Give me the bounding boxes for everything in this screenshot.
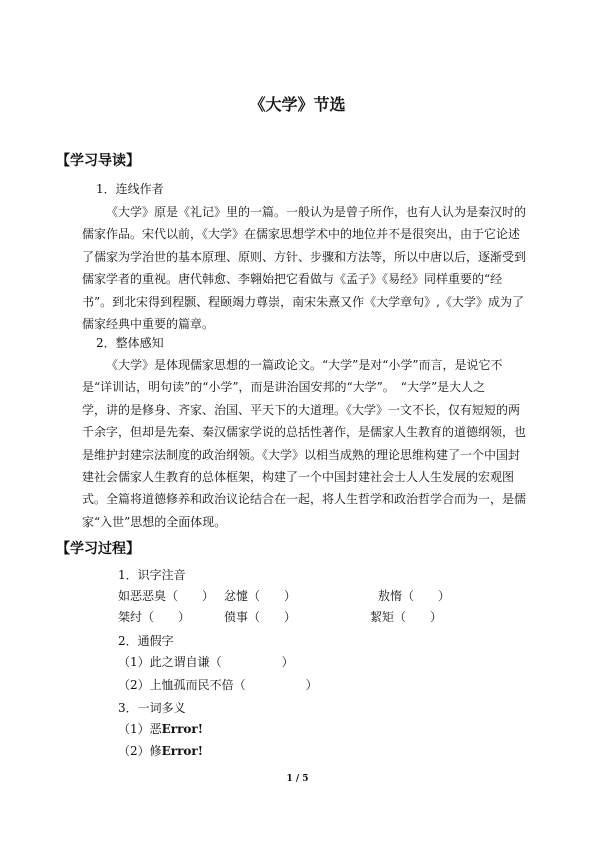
guide-item2-heading: 2．整体感知	[96, 336, 164, 350]
pinyin-item: 偾事（ ）	[224, 610, 297, 624]
page-number: 1 / 5	[286, 774, 309, 784]
paragraph-line: 儒家学者的重视。唐代韩愈、李翱始把它看做与《孟子》《易经》同样重要的“经	[82, 272, 503, 287]
section-heading-process: 【学习过程】	[56, 541, 140, 557]
paragraph-line: 建社会儒家人生教育的总体框架，构建了一个中国封建社会士人人生发展的宏观图	[82, 469, 515, 484]
tongjia-item: （2）上恤孤而民不倍（ ）	[118, 678, 318, 692]
paragraph-line: 千余字，但却是先秦、秦汉儒家学说的总括性著作，是儒家人生教育的道德纲领，也	[82, 425, 527, 440]
paragraph-line: 家“入世”思想的全面体现。	[82, 514, 227, 529]
guide-item1-heading: 1．连线作者	[96, 182, 164, 196]
tongjia-item: （1）此之谓自谦（ ）	[118, 655, 294, 669]
paragraph-line: 是维护封建宗法制度的政治纲领。《大学》以相当成熟的理论思维构建了一个中国封	[82, 447, 521, 462]
paragraph-line: 《大学》原是《礼记》里的一篇。一般认为是曾子所作，也有人认为是秦汉时的	[106, 205, 527, 219]
guide-item2-paragraph	[82, 354, 542, 533]
polysemy-prefix: （2）修	[118, 744, 162, 758]
pinyin-item: 如恶恶臭（ ）	[118, 589, 215, 603]
polysemy-item	[118, 743, 203, 759]
pinyin-item: 絜矩（ ）	[370, 610, 443, 624]
pinyin-item: 敖惰（ ）	[378, 589, 451, 603]
pinyin-item: 桀纣（ ）	[118, 610, 191, 624]
process-item3-heading: 3．一词多义	[118, 701, 186, 715]
process-item2-heading: 2．通假字	[118, 634, 174, 648]
paragraph-line: 《大学》是体现儒家思想的一篇政论文。“大学”是对“小学”而言，是说它不	[106, 358, 503, 372]
section-heading-guide: 【学习导读】	[56, 153, 140, 169]
paragraph-line: 了儒家为学治世的基本原理、原则、方针、步骤和方法等，所以中唐以后，逐渐受到	[82, 249, 527, 264]
polysemy-item	[118, 721, 203, 737]
error-text: Error!	[161, 744, 204, 758]
paragraph-line: 儒家作品。宋代以前，《大学》在儒家思想学术中的地位并不是很突出，由于它论述	[82, 227, 521, 242]
polysemy-prefix: （1）恶	[118, 722, 162, 736]
paragraph-line: 是“详训诂，明句读”的“小学”，而是讲治国安邦的“大学”。 “大学”是大人之	[82, 380, 486, 395]
error-text: Error!	[161, 722, 204, 736]
guide-item1-paragraph	[82, 201, 542, 335]
paragraph-line: 儒家经典中重要的篇章。	[82, 316, 215, 331]
page-title: 《大学》节选	[249, 95, 346, 114]
paragraph-line: 学，讲的是修身、齐家、治国、平天下的大道理。《大学》一文不长，仅有短短的两	[82, 402, 521, 417]
paragraph-line: 书”。到北宋得到程颢、程颐竭力尊崇，南宋朱熹又作《大学章句》,《大学》成为了	[82, 294, 524, 309]
pinyin-item: 忿懥（ ）	[224, 589, 297, 603]
paragraph-line: 式。全篇将道德修养和政治议论结合在一起，将人生哲学和政治哲学合而为一，是儒	[82, 492, 527, 507]
process-item1-heading: 1．识字注音	[118, 568, 186, 582]
